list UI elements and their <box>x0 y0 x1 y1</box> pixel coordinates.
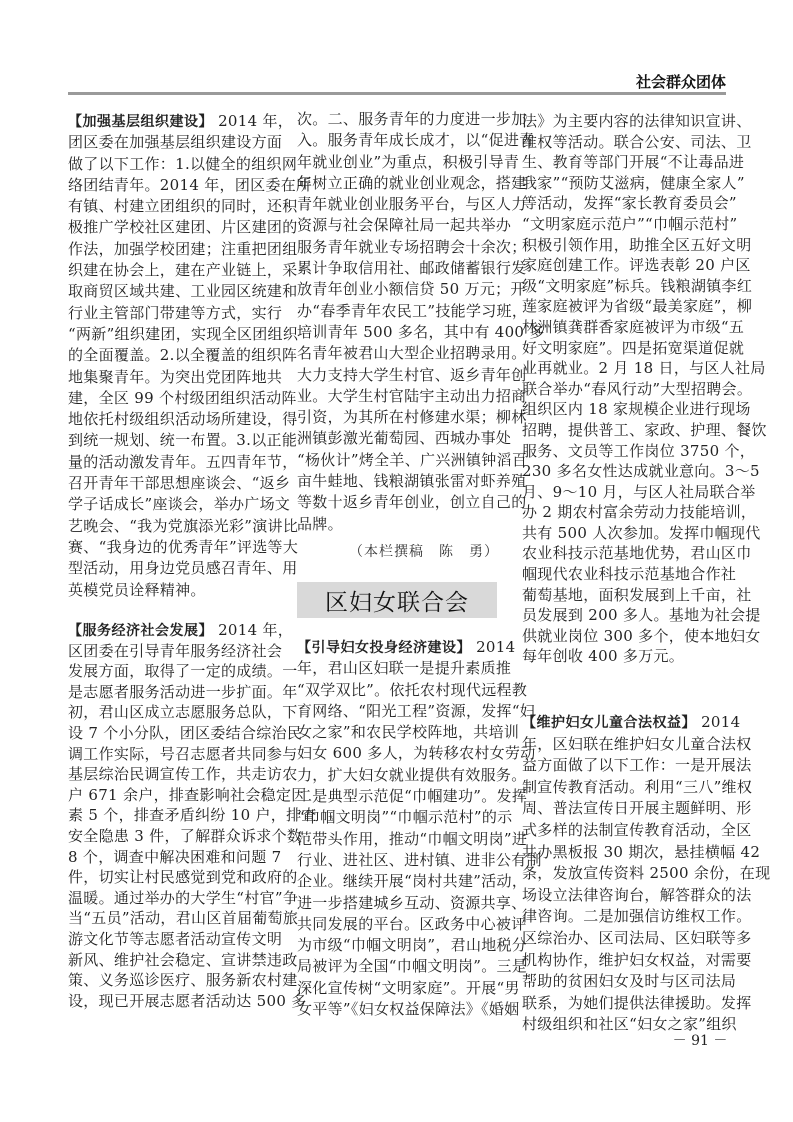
text-line: 服务青年就业专场招聘会十余次； <box>297 237 527 256</box>
paragraph-heading: 【服务经济社会发展】 <box>68 623 213 639</box>
text-line: 法》为主要内容的法律知识宣讲、 <box>522 112 752 130</box>
text-line: 林洲镇龚群香家庭被评为市级“五 <box>522 317 745 336</box>
text-line: 力，扩大妇女就业提供有效服务。 <box>297 765 527 784</box>
text-line: 积极引领作用，助推全区五好文明 <box>522 235 752 254</box>
text-line: 召开青年干部思想座谈会、“返乡 <box>68 474 291 493</box>
text-line: 学子话成长”座谈会，举办广场文 <box>68 495 291 514</box>
text-line: 联系，为她们提供法律援助。发挥 <box>522 993 752 1012</box>
text-line: 初，君山区成立志愿服务总队，下 <box>68 703 298 722</box>
text-line: 周、普法宣传日开展主题鲜明、形 <box>522 799 752 818</box>
text-line: 温暖。通过举办的大学生“村官”争 <box>68 888 299 907</box>
text-line: 团区委在加强基层组织建设方面 <box>68 133 283 152</box>
text-line: 好文明家庭”。四是拓宽渠道促就 <box>522 338 745 357</box>
text-line: 年，君山区妇联一是提升素质推 <box>297 659 512 678</box>
text-line: 共办黑板报 30 期次，悬挂横幅 42 <box>522 842 761 861</box>
paragraph-heading-rest: 2014 <box>471 638 516 656</box>
text-line: 共有 500 人次参加。发挥巾帼现代 <box>522 523 761 542</box>
text-line: 女之家”和农民学校阵地，共培训 <box>297 723 520 742</box>
text-line: 有镇、村建立团组织的同时，还积 <box>68 197 298 216</box>
text-line: 络团结青年。2014 年，团区委在所 <box>68 175 312 194</box>
text-line: 范带头作用，推动“巾帼文明岗”进 <box>297 829 528 848</box>
section-title-womens-federation <box>297 582 497 618</box>
paragraph-heading-line <box>68 620 294 641</box>
text-line: “双学双比”。依托农村现代远程教 <box>297 680 528 699</box>
paragraph-heading-rest: 2014 <box>696 713 741 731</box>
text-line: 女平等”《妇女权益保障法》《婚姻 <box>297 1000 520 1019</box>
text-line: 制宣传教育活动。利用“三八”维权 <box>522 777 753 796</box>
text-line: 局被评为全国“巾帼文明岗”。三是 <box>297 957 528 976</box>
text-line: 深化宣传树“文明家庭”。开展“男 <box>297 978 520 997</box>
text-line: 机构协作，维护妇女权益，对需要 <box>522 950 752 969</box>
text-line: 地集聚青年。为突出党团阵地共 <box>68 367 283 386</box>
text-line: 品牌。 <box>297 514 343 533</box>
text-line: 我家”“预防艾滋病，健康全家人” <box>522 173 745 192</box>
text-line: 组织区内 18 家规模企业进行现场 <box>522 400 751 419</box>
paragraph-heading-line <box>522 712 741 734</box>
text-line: 件，切实让村民感觉到党和政府的 <box>68 868 298 887</box>
text-line: 量的活动激发青年。五四青年节， <box>68 452 298 471</box>
text-line: 年就业创业”为重点，积极引导青 <box>297 152 520 171</box>
text-line: 等活动，发挥“家长教育委员会” <box>522 194 737 213</box>
text-line: “文明家庭示范户”“巾帼示范村” <box>522 214 738 233</box>
text-line: 培训青年 500 多名，其中有 400 多 <box>297 322 545 341</box>
text-line: 230 多名女性达成就业意向。3～5 <box>522 462 760 481</box>
text-line: 农业科技示范基地优势，君山区巾 <box>522 544 752 563</box>
text-line: 育网络、“阳光工程”资源，发挥“妇 <box>297 701 536 720</box>
text-line: 共同发展的平台。区政务中心被评 <box>297 914 527 933</box>
text-line: 为市级“巾帼文明岗”，君山地税分 <box>297 936 528 955</box>
text-line: 级“文明家庭”标兵。钱粮湖镇李红 <box>522 276 753 295</box>
text-line: 取商贸区域共建、工业园区统建和 <box>68 282 298 301</box>
text-line: 引资，为其所在村修建水渠；柳林 <box>297 408 527 427</box>
paragraph-heading-rest: 2014 年， <box>213 621 294 639</box>
text-line: “两新”组织建团，实现全区团组织 <box>68 324 299 343</box>
paragraph-serve-youth <box>297 109 545 535</box>
text-line: 企业。继续开展“岗村共建”活动， <box>297 872 528 891</box>
text-line: 员发展到 200 多人。基地为社会提 <box>522 606 761 625</box>
author-credit: （本栏撰稿 陈 勇） <box>349 544 499 560</box>
paragraph-heading-line <box>68 111 294 132</box>
text-line: 是志愿者服务活动进一步扩面。年 <box>68 682 298 701</box>
text-line: 行业、进社区、进村镇、进非公有制 <box>297 850 542 869</box>
text-line: 生、教育等部门开展“不让毒品进 <box>522 153 745 172</box>
text-line: 年，区妇联在维护妇女儿童合法权 <box>522 734 752 753</box>
text-line: 安全隐患 3 件，了解群众诉求个数 <box>68 826 303 845</box>
text-line: 场设立法律咨询台，解答群众的法 <box>522 885 752 904</box>
text-line: 招聘，提供普工、家政、护理、餐饮 <box>522 420 767 439</box>
paragraph-heading: 【维护妇女儿童合法权益】 <box>522 715 696 731</box>
running-head-section: 社会群众团体 <box>635 73 726 91</box>
text-line: 业再就业。2 月 18 日，与区人社局 <box>522 359 766 378</box>
text-line: 赛、“我身边的优秀青年”评选等大 <box>68 537 299 556</box>
text-line: 的全面覆盖。2.以全覆盖的组织阵 <box>68 346 298 365</box>
text-line: 维权等活动。联合公安、司法、卫 <box>522 132 752 151</box>
paragraph-heading-line <box>297 637 516 658</box>
text-line: 次。二、服务青年的力度进一步加 <box>297 110 527 128</box>
text-line: 业。大学生村官陆宇主动出力招商 <box>297 386 527 405</box>
paragraph-women-economy <box>297 637 542 1020</box>
text-line: 帮助的贫困妇女及时与区司法局 <box>522 972 737 991</box>
paragraph-women-law-family <box>522 111 767 667</box>
text-line: 行业主管部门带建等方式，实行 <box>68 303 283 322</box>
section-title-text: 区妇女联合会 <box>325 589 469 616</box>
text-line: 艺晚会、“我为党旗添光彩”演讲比 <box>68 516 299 535</box>
text-line: 8 个，调查中解决困难和问题 7 <box>68 847 282 866</box>
paragraph-heading: 【加强基层组织建设】 <box>68 114 213 130</box>
text-line: 月、9～10 月，与区人社局联合举 <box>522 482 756 501</box>
text-line: 二是典型示范促“巾帼建功”。发挥 <box>297 787 528 806</box>
paragraph-women-children-rights <box>522 712 771 1036</box>
text-line: 大力支持大学生村官、返乡青年创 <box>297 365 527 384</box>
text-line: 式多样的法制宣传教育活动，全区 <box>522 820 752 839</box>
text-line: 区综治办、区司法局、区妇联等多 <box>522 928 752 947</box>
text-line: 年树立正确的就业创业观念，搭建 <box>297 173 527 192</box>
text-line: 户 671 余户，排查影响社会稳定因 <box>68 785 307 804</box>
text-line: 策、义务巡诊医疗、服务新农村建 <box>68 971 298 990</box>
text-line: 洲镇彭激光葡萄园、西城办事处 <box>297 429 512 448</box>
text-line: 发展方面，取得了一定的成绩。一 <box>68 662 298 681</box>
text-line: 资源与社会保障社局一起共举办 <box>297 216 512 235</box>
text-line: 设，现已开展志愿者活动达 500 多 <box>68 991 307 1010</box>
text-line: 葡萄基地，面积发展到上千亩，社 <box>522 585 752 604</box>
text-line: 益方面做了以下工作：一是开展法 <box>522 756 752 775</box>
paragraph-strengthen-grassroots <box>68 111 312 601</box>
text-line: “杨伙计”烤全羊、广兴洲镇钟滔百 <box>297 450 528 469</box>
text-line: 英模党员诠释精神。 <box>68 580 206 599</box>
text-line: 每年创收 400 多万元。 <box>522 647 685 666</box>
text-line: 新风、维护社会稳定、宣讲禁违政 <box>68 950 298 969</box>
paragraph-heading: 【引导妇女投身经济建设】 <box>297 640 471 656</box>
text-line: 亩牛蛙地、钱粮湖镇张雷对虾养殖 <box>297 472 527 491</box>
text-line: 办“春季青年农民工”技能学习班， <box>297 301 528 320</box>
text-line: 到统一规划、统一布置。3.以正能 <box>68 431 298 450</box>
text-line: 办 2 期农村富余劳动力技能培训， <box>522 503 757 522</box>
text-line: 条，发放宣传资料 2500 余份，在现 <box>522 864 771 883</box>
text-line: 律咨询。二是加强信访维权工作。 <box>522 907 752 926</box>
text-line: 莲家庭被评为省级“最美家庭”，柳 <box>522 297 753 316</box>
text-line: 联合举办“春风行动”大型招聘会。 <box>522 379 753 398</box>
text-line: 做了以下工作：1.以健全的组织网 <box>68 154 298 173</box>
paragraph-serve-economy <box>68 620 317 1011</box>
text-line: “巾帼文明岗”“巾帼示范村”的示 <box>297 808 513 827</box>
text-line: 调工作实际，号召志愿者共同参与 <box>68 744 298 763</box>
text-line: 入。服务青年成长成才，以“促进青 <box>297 131 535 150</box>
text-line: 极推广学校社区建团、片区建团的 <box>68 218 298 237</box>
text-line: 妇女 600 多人，为转移农村女劳动 <box>297 744 536 763</box>
text-line: 村级组织和社区“妇女之家”组织 <box>522 1015 737 1034</box>
text-line: 型活动，用身边党员感召青年、用 <box>68 559 298 578</box>
text-line: 等数十返乡青年创业，创立自己的 <box>297 493 527 512</box>
text-line: 当“五员”活动，君山区首届葡萄旅 <box>68 909 299 928</box>
text-line: 供就业岗位 300 多个，使本地妇女 <box>522 626 761 645</box>
header-rule <box>68 92 726 95</box>
text-line: 服务、文员等工作岗位 3750 个， <box>522 441 756 460</box>
paragraph-heading-rest: 2014 年， <box>213 112 294 130</box>
text-line: 建，全区 99 个村级团组织活动阵 <box>68 388 297 407</box>
text-line: 基层综治民调宣传工作，共走访农 <box>68 765 298 784</box>
text-line: 帼现代农业科技示范基地合作社 <box>522 565 737 584</box>
text-line: 作法，加强学校团建；注重把团组 <box>68 239 298 258</box>
text-line: 素 5 个，排查矛盾纠纷 10 户，排查 <box>68 806 317 825</box>
text-line: 放青年创业小额信贷 50 万元；开 <box>297 280 526 299</box>
text-line: 游文化节等志愿者活动宣传文明 <box>68 929 283 948</box>
text-line: 织建在协会上，建在产业链上，采 <box>68 261 298 280</box>
text-line: 青年就业创业服务平台，与区人力 <box>297 195 527 214</box>
text-line: 进一步搭建城乡互动、资源共享、 <box>297 893 527 912</box>
text-line: 设 7 个小分队，团区委结合综治民 <box>68 723 303 742</box>
page-number: － 91 － <box>672 1033 728 1049</box>
text-line: 名青年被君山大型企业招聘录用。 <box>297 344 527 363</box>
text-line: 区团委在引导青年服务经济社会 <box>68 641 283 660</box>
text-line: 家庭创建工作。评选表彰 20 户区 <box>522 256 751 275</box>
text-line: 地依托村级组织活动场所建设，得 <box>68 410 298 429</box>
text-line: 累计争取信用社、邮政储蓄银行发 <box>297 259 527 278</box>
